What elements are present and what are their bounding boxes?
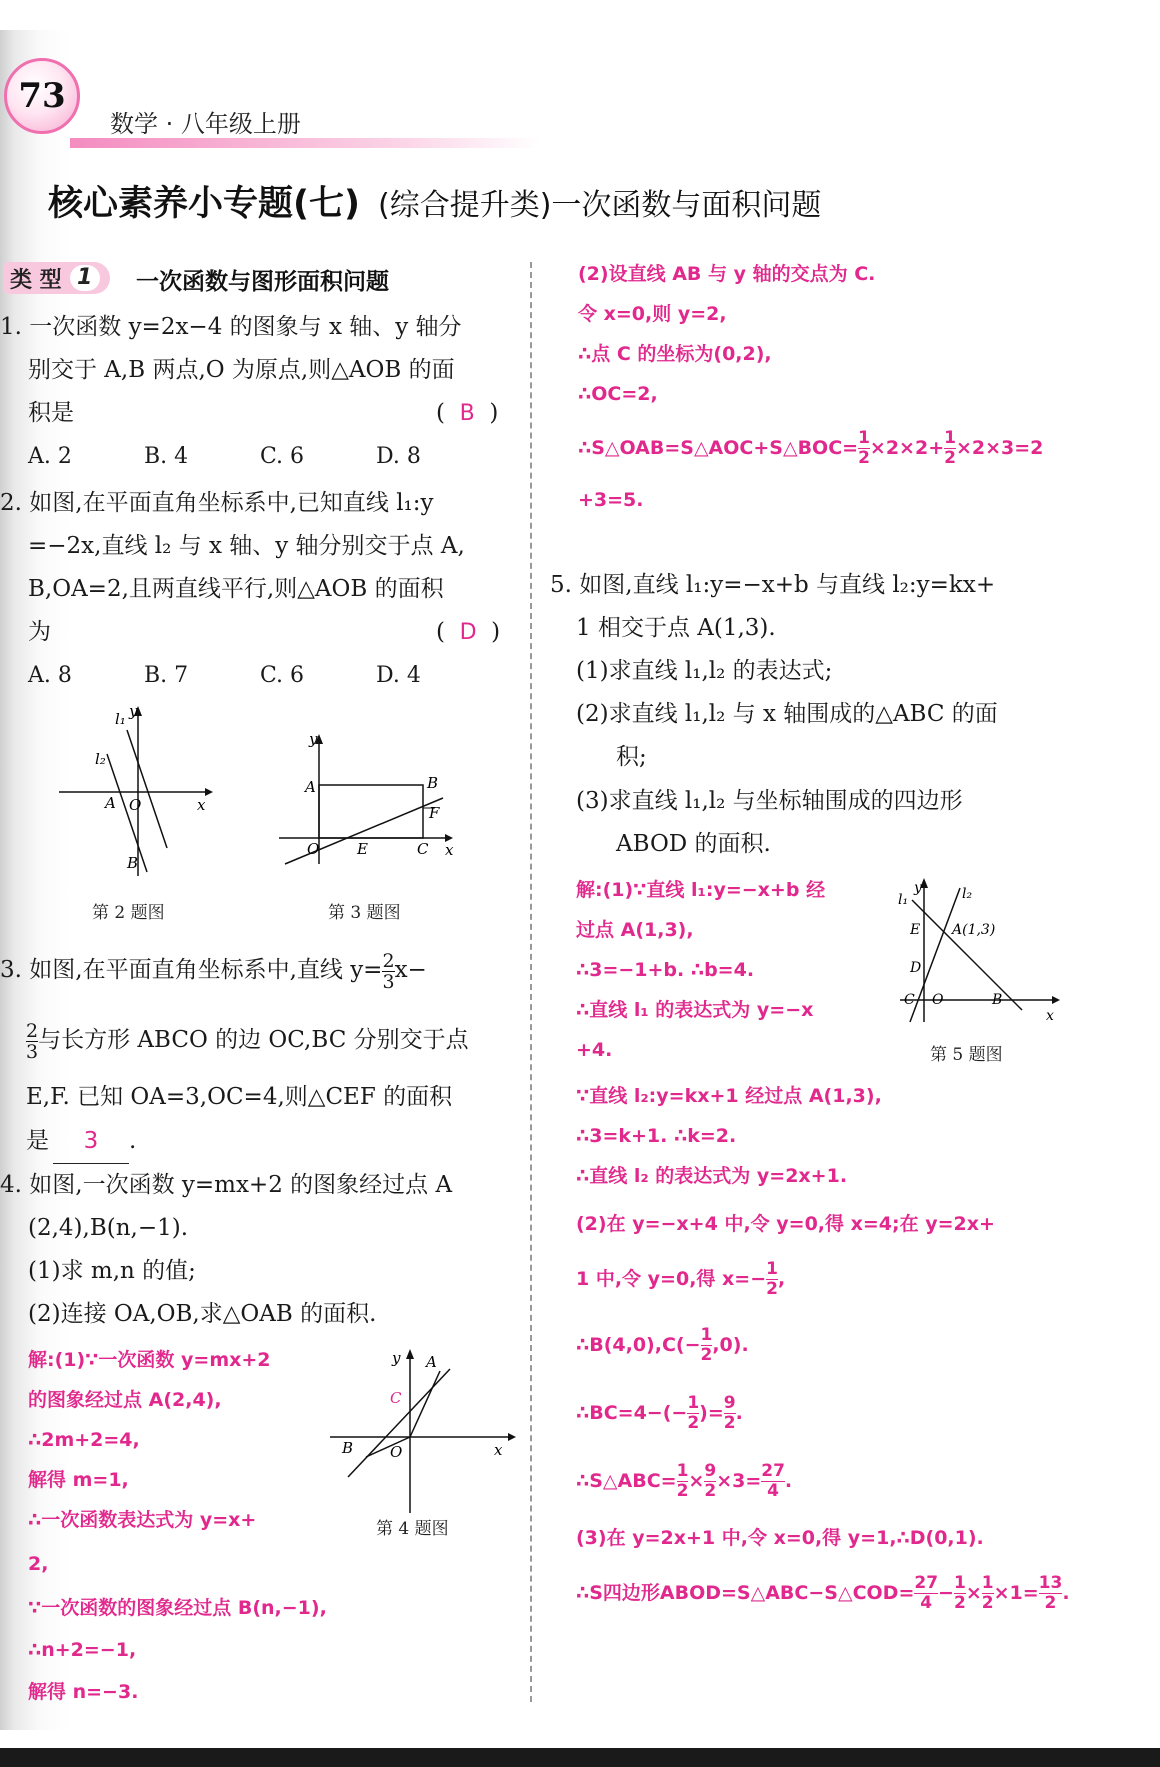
q5-s6-frac-2 xyxy=(954,1574,966,1613)
q5-sol-11 xyxy=(576,1320,749,1370)
fig5-label-o: O xyxy=(932,992,944,1008)
q2-line-4: 为 xyxy=(28,619,51,645)
q5-s6-mid1: − xyxy=(938,1582,954,1604)
q5-s6-frac-4-num: 13 xyxy=(1038,1573,1063,1593)
q3-frac-2 xyxy=(26,1021,38,1062)
q5-s4-frac-1-den: 2 xyxy=(676,1481,689,1501)
q5-s2-post: ,0). xyxy=(712,1334,749,1356)
q3-line-1 xyxy=(0,948,427,992)
q5-s4-mid1: × xyxy=(688,1470,705,1492)
fig3-label-a: A xyxy=(305,778,316,796)
q3-frac-2-num: 2 xyxy=(26,1019,39,1042)
q5-s6-frac-3-den: 2 xyxy=(981,1593,994,1613)
q5-s3-frac-1-den: 2 xyxy=(687,1413,700,1433)
q5-s6-frac-2-num: 1 xyxy=(953,1573,966,1593)
q4-sol-5: ∴一次函数表达式为 y=x+ xyxy=(28,1509,257,1531)
q5-s4-frac-3-num: 27 xyxy=(761,1461,785,1481)
q5-sol-8: ∴直线 l₂ 的表达式为 y=2x+1. xyxy=(576,1165,848,1187)
q5-s4-frac-2 xyxy=(704,1462,716,1501)
q5-s3-frac-1 xyxy=(687,1394,699,1433)
q3-l1-post: x− xyxy=(394,957,427,983)
q4b-half-1-num: 1 xyxy=(858,428,870,448)
q1-option-d: D. 8 xyxy=(376,444,421,469)
q2-line-3: B,OA=2,且两直线平行,则△AOB 的面积 xyxy=(28,576,444,602)
fig3-label-f: F xyxy=(429,804,440,822)
q5-sol-10 xyxy=(576,1254,785,1304)
q4-sol-9: 解得 n=−3. xyxy=(28,1681,139,1703)
title-main: 核心素养小专题(七) xyxy=(48,184,360,224)
bottom-bar xyxy=(0,1748,1160,1767)
q4-line-3: (1)求 m,n 的值; xyxy=(28,1258,196,1284)
q5-s4-pre: ∴S△ABC= xyxy=(576,1470,677,1492)
q2-answer-bracket: ( D ) xyxy=(436,619,501,645)
q1-options xyxy=(28,437,492,477)
q3-frac-1-den: 3 xyxy=(382,970,395,993)
q5-s6-frac-1 xyxy=(914,1574,938,1613)
q5-line-3: (1)求直线 l₁,l₂ 的表达式; xyxy=(576,658,833,684)
fig2-label-y: y xyxy=(129,702,138,720)
q4b-area-cont: +3=5. xyxy=(578,489,644,511)
fig4-label-b: B xyxy=(342,1439,354,1457)
page-title xyxy=(48,176,821,226)
fig3-caption: 第 3 题图 xyxy=(328,903,401,923)
page-number: 73 xyxy=(18,76,66,116)
fig4-x-arrow xyxy=(508,1433,516,1441)
q5-sol-12 xyxy=(576,1388,743,1438)
q4b-half-1 xyxy=(858,429,870,468)
q1-line-1: 1. 一次函数 y=2x−4 的图象与 x 轴、y 轴分 xyxy=(0,314,462,340)
q5-sol-3: ∴3=−1+b. ∴b=4. xyxy=(576,959,755,981)
q1-option-b: B. 4 xyxy=(144,444,189,469)
fig3-label-o: O xyxy=(307,840,320,858)
q3-line-4 xyxy=(26,1120,136,1164)
q5-s3-frac-2-num: 9 xyxy=(723,1393,736,1413)
q5-s6-pre: ∴S四边形ABOD=S△ABC−S△COD= xyxy=(576,1582,915,1604)
q4b-line-2: 令 x=0,则 y=2, xyxy=(578,303,727,325)
fig2-label-l2: l₂ xyxy=(95,750,106,768)
fig3-label-x: x xyxy=(445,841,454,859)
q5-line-1: 5. 如图,直线 l₁:y=−x+b 与直线 l₂:y=kx+ xyxy=(550,572,996,598)
q3-l2-post: 与长方形 ABCO 的边 OC,BC 分别交于点 xyxy=(38,1027,469,1053)
q3-line-2 xyxy=(26,1018,469,1062)
q4b-area-line xyxy=(578,424,1043,472)
q4b-area-mid1: ×2×2+ xyxy=(869,437,945,459)
fig3-label-c: C xyxy=(417,840,429,858)
q4-line-4: (2)连接 OA,OB,求△OAB 的面积. xyxy=(28,1301,377,1327)
q5-s4-mid2: ×3= xyxy=(716,1470,762,1492)
q5-sol-14: (3)在 y=2x+1 中,令 x=0,得 y=1,∴D(0,1). xyxy=(576,1527,984,1549)
q4b-half-2 xyxy=(944,429,956,468)
q5-s1-frac xyxy=(766,1260,778,1299)
fig5-label-e: E xyxy=(910,922,921,938)
q3-l1-pre: 3. 如图,在平面直角坐标系中,直线 y= xyxy=(0,957,383,983)
q4-line-2: (2,4),B(n,−1). xyxy=(28,1215,189,1241)
title-sub: (综合提升类)一次函数与面积问题 xyxy=(378,188,822,223)
q4-sol-8: ∴n+2=−1, xyxy=(28,1639,137,1661)
q5-s6-frac-1-num: 27 xyxy=(914,1573,939,1593)
q5-s1-pre: 1 中,令 y=0,得 x=− xyxy=(576,1268,767,1290)
fig5-label-l2: l₂ xyxy=(962,886,973,902)
fig2-x-arrow xyxy=(205,788,213,796)
q2-line-2: =−2x,直线 l₂ 与 x 轴、y 轴分别交于点 A, xyxy=(28,533,465,559)
q5-s1-post: , xyxy=(777,1268,786,1290)
q5-s4-frac-1 xyxy=(677,1462,689,1501)
fig3-label-b: B xyxy=(427,774,439,792)
q4b-half-2-num: 1 xyxy=(944,428,956,448)
q5-s6-post: . xyxy=(1062,1582,1070,1604)
q5-sol-2: 过点 A(1,3), xyxy=(576,919,694,941)
q5-s3-mid: )= xyxy=(699,1402,724,1424)
fig5-x-arrow xyxy=(1052,996,1060,1004)
q5-line-7: ABOD 的面积. xyxy=(616,831,771,857)
q2-option-a: A. 8 xyxy=(28,663,72,688)
figure-5 xyxy=(896,874,1066,1024)
q4-sol-6: 2, xyxy=(28,1553,49,1575)
fig4-label-x: x xyxy=(494,1441,503,1459)
q1-option-a: A. 2 xyxy=(28,444,72,469)
q5-line-6: (3)求直线 l₁,l₂ 与坐标轴围成的四边形 xyxy=(576,788,963,814)
q3-frac-1-num: 2 xyxy=(382,949,395,972)
q5-s3-frac-1-num: 1 xyxy=(687,1393,700,1413)
q4-sol-2: 的图象经过点 A(2,4), xyxy=(28,1389,222,1411)
q5-s2-frac-num: 1 xyxy=(700,1325,713,1345)
page-number-badge xyxy=(4,58,80,134)
fig4-label-c: C xyxy=(390,1389,402,1407)
section-tag xyxy=(4,262,110,294)
q4-sol-1: 解:(1)∵一次函数 y=mx+2 xyxy=(28,1349,271,1371)
q4b-area-mid2: ×2×3=2 xyxy=(955,437,1044,459)
q2-option-d: D. 4 xyxy=(376,663,421,688)
q5-s6-frac-3 xyxy=(982,1574,994,1613)
q5-s3-pre: ∴BC=4−(− xyxy=(576,1402,688,1424)
q5-s4-frac-2-num: 9 xyxy=(704,1461,717,1481)
book-title: 数学 · 八年级上册 xyxy=(110,110,301,138)
q4-sol-4: 解得 m=1, xyxy=(28,1469,129,1491)
figure-4 xyxy=(328,1345,518,1515)
header-band xyxy=(70,138,540,148)
q2-option-c: C. 6 xyxy=(260,663,305,688)
section-tag-label: 类 型 xyxy=(10,267,62,293)
q5-sol-7: ∴3=k+1. ∴k=2. xyxy=(576,1125,737,1147)
q5-sol-1: 解:(1)∵直线 l₁:y=−x+b 经 xyxy=(576,879,826,901)
q4b-half-2-den: 2 xyxy=(944,448,956,468)
figure-3 xyxy=(275,730,465,870)
fig3-label-e: E xyxy=(357,840,368,858)
q5-s4-frac-2-den: 2 xyxy=(704,1481,717,1501)
column-divider xyxy=(530,262,532,1702)
q5-s1-frac-num: 1 xyxy=(766,1259,778,1279)
q2-option-b: B. 7 xyxy=(144,663,189,688)
fig5-line-l1 xyxy=(912,900,1022,1010)
fig5-label-x: x xyxy=(1046,1008,1054,1024)
q2-options xyxy=(28,656,492,696)
section-tag-number: 1 xyxy=(70,265,100,291)
fig4-caption: 第 4 题图 xyxy=(376,1519,449,1539)
q5-line-4: (2)求直线 l₁,l₂ 与 x 轴围成的△ABC 的面 xyxy=(576,701,998,727)
q5-sol-6: ∵直线 l₂:y=kx+1 经过点 A(1,3), xyxy=(576,1085,882,1107)
q5-sol-9: (2)在 y=−x+4 中,令 y=0,得 x=4;在 y=2x+ xyxy=(576,1213,995,1235)
q5-s4-frac-1-num: 1 xyxy=(676,1461,689,1481)
q1-line-2: 别交于 A,B 两点,O 为原点,则△AOB 的面 xyxy=(28,357,455,383)
q5-s2-pre: ∴B(4,0),C(− xyxy=(576,1334,701,1356)
q5-s6-frac-3-num: 1 xyxy=(981,1573,994,1593)
q2-answer: D xyxy=(459,620,477,645)
q4-sol-3: ∴2m+2=4, xyxy=(28,1429,140,1451)
fig5-caption: 第 5 题图 xyxy=(930,1045,1003,1065)
fig2-label-l1: l₁ xyxy=(115,710,126,728)
q5-sol-15 xyxy=(576,1568,1070,1618)
q5-sol-5: +4. xyxy=(576,1039,613,1061)
q4b-line-3: ∴点 C 的坐标为(0,2), xyxy=(578,343,772,365)
q5-s2-frac-den: 2 xyxy=(700,1345,713,1365)
fig4-y-arrow xyxy=(406,1349,414,1359)
fig2-label-o: O xyxy=(129,796,142,814)
q4b-line-4: ∴OC=2, xyxy=(578,383,658,405)
fig4-label-y: y xyxy=(392,1349,401,1367)
fig5-label-l1: l₁ xyxy=(898,892,909,908)
q3-answer: 3 xyxy=(53,1120,129,1164)
q4-sol-7: ∵一次函数的图象经过点 B(n,−1), xyxy=(28,1597,327,1619)
fig5-label-a: A(1,3) xyxy=(952,922,996,938)
q3-l4-pre: 是 xyxy=(26,1128,49,1154)
q3-frac-2-den: 3 xyxy=(26,1040,39,1063)
q1-line-3: 积是 xyxy=(28,400,74,426)
fig2-label-b: B xyxy=(127,854,139,872)
q1-answer-bracket: ( B ) xyxy=(436,400,499,426)
section-title: 一次函数与图形面积问题 xyxy=(136,269,389,295)
q4b-half-1-den: 2 xyxy=(858,448,870,468)
fig5-label-c: C xyxy=(904,992,915,1008)
fig5-label-y: y xyxy=(914,880,922,896)
q2-line-1: 2. 如图,在平面直角坐标系中,已知直线 l₁:y xyxy=(0,490,434,516)
q4-line-1: 4. 如图,一次函数 y=mx+2 的图象经过点 A xyxy=(0,1172,453,1198)
q5-sol-13 xyxy=(576,1456,792,1506)
fig3-label-y: y xyxy=(309,730,318,748)
fig4-segment-oa xyxy=(410,1371,440,1437)
q3-l4-post: . xyxy=(129,1128,137,1154)
fig4-label-o: O xyxy=(390,1443,403,1461)
figure-2 xyxy=(55,700,215,880)
q5-s1-frac-den: 2 xyxy=(766,1279,778,1299)
q5-s4-post: . xyxy=(784,1470,793,1492)
q5-s4-frac-3 xyxy=(761,1462,785,1501)
fig2-caption: 第 2 题图 xyxy=(92,903,165,923)
fig2-label-a: A xyxy=(105,794,116,812)
fig3-rectangle xyxy=(319,785,423,838)
q3-line-3: E,F. 已知 OA=3,OC=4,则△CEF 的面积 xyxy=(26,1084,453,1110)
fig2-label-x: x xyxy=(197,796,206,814)
q5-s6-frac-4-den: 2 xyxy=(1039,1593,1063,1613)
fig4-segment-ob xyxy=(366,1437,410,1457)
fig4-label-a: A xyxy=(426,1353,437,1371)
q5-s4-frac-3-den: 4 xyxy=(761,1481,785,1501)
q3-frac-1 xyxy=(382,951,394,992)
q5-line-2: 1 相交于点 A(1,3). xyxy=(576,615,776,641)
q5-s3-frac-2-den: 2 xyxy=(723,1413,736,1433)
q1-answer: B xyxy=(459,401,475,426)
q5-s6-mid3: ×1= xyxy=(993,1582,1039,1604)
q5-s2-frac xyxy=(701,1326,713,1365)
q5-sol-4: ∴直线 l₁ 的表达式为 y=−x xyxy=(576,999,814,1021)
q5-line-5: 积; xyxy=(616,744,647,770)
q4b-line-1: (2)设直线 AB 与 y 轴的交点为 C. xyxy=(578,263,876,285)
q5-s6-frac-4 xyxy=(1039,1574,1063,1613)
q5-s3-post: . xyxy=(735,1402,743,1424)
q5-s6-frac-2-den: 2 xyxy=(953,1593,966,1613)
fig5-label-d: D xyxy=(910,960,922,976)
q5-s3-frac-2 xyxy=(724,1394,736,1433)
q5-s6-frac-1-den: 4 xyxy=(914,1593,938,1613)
fig5-label-b: B xyxy=(992,992,1003,1008)
q5-s6-mid2: × xyxy=(965,1582,982,1604)
q4b-area-pre: ∴S△OAB=S△AOC+S△BOC= xyxy=(578,437,859,459)
q1-option-c: C. 6 xyxy=(260,444,305,469)
